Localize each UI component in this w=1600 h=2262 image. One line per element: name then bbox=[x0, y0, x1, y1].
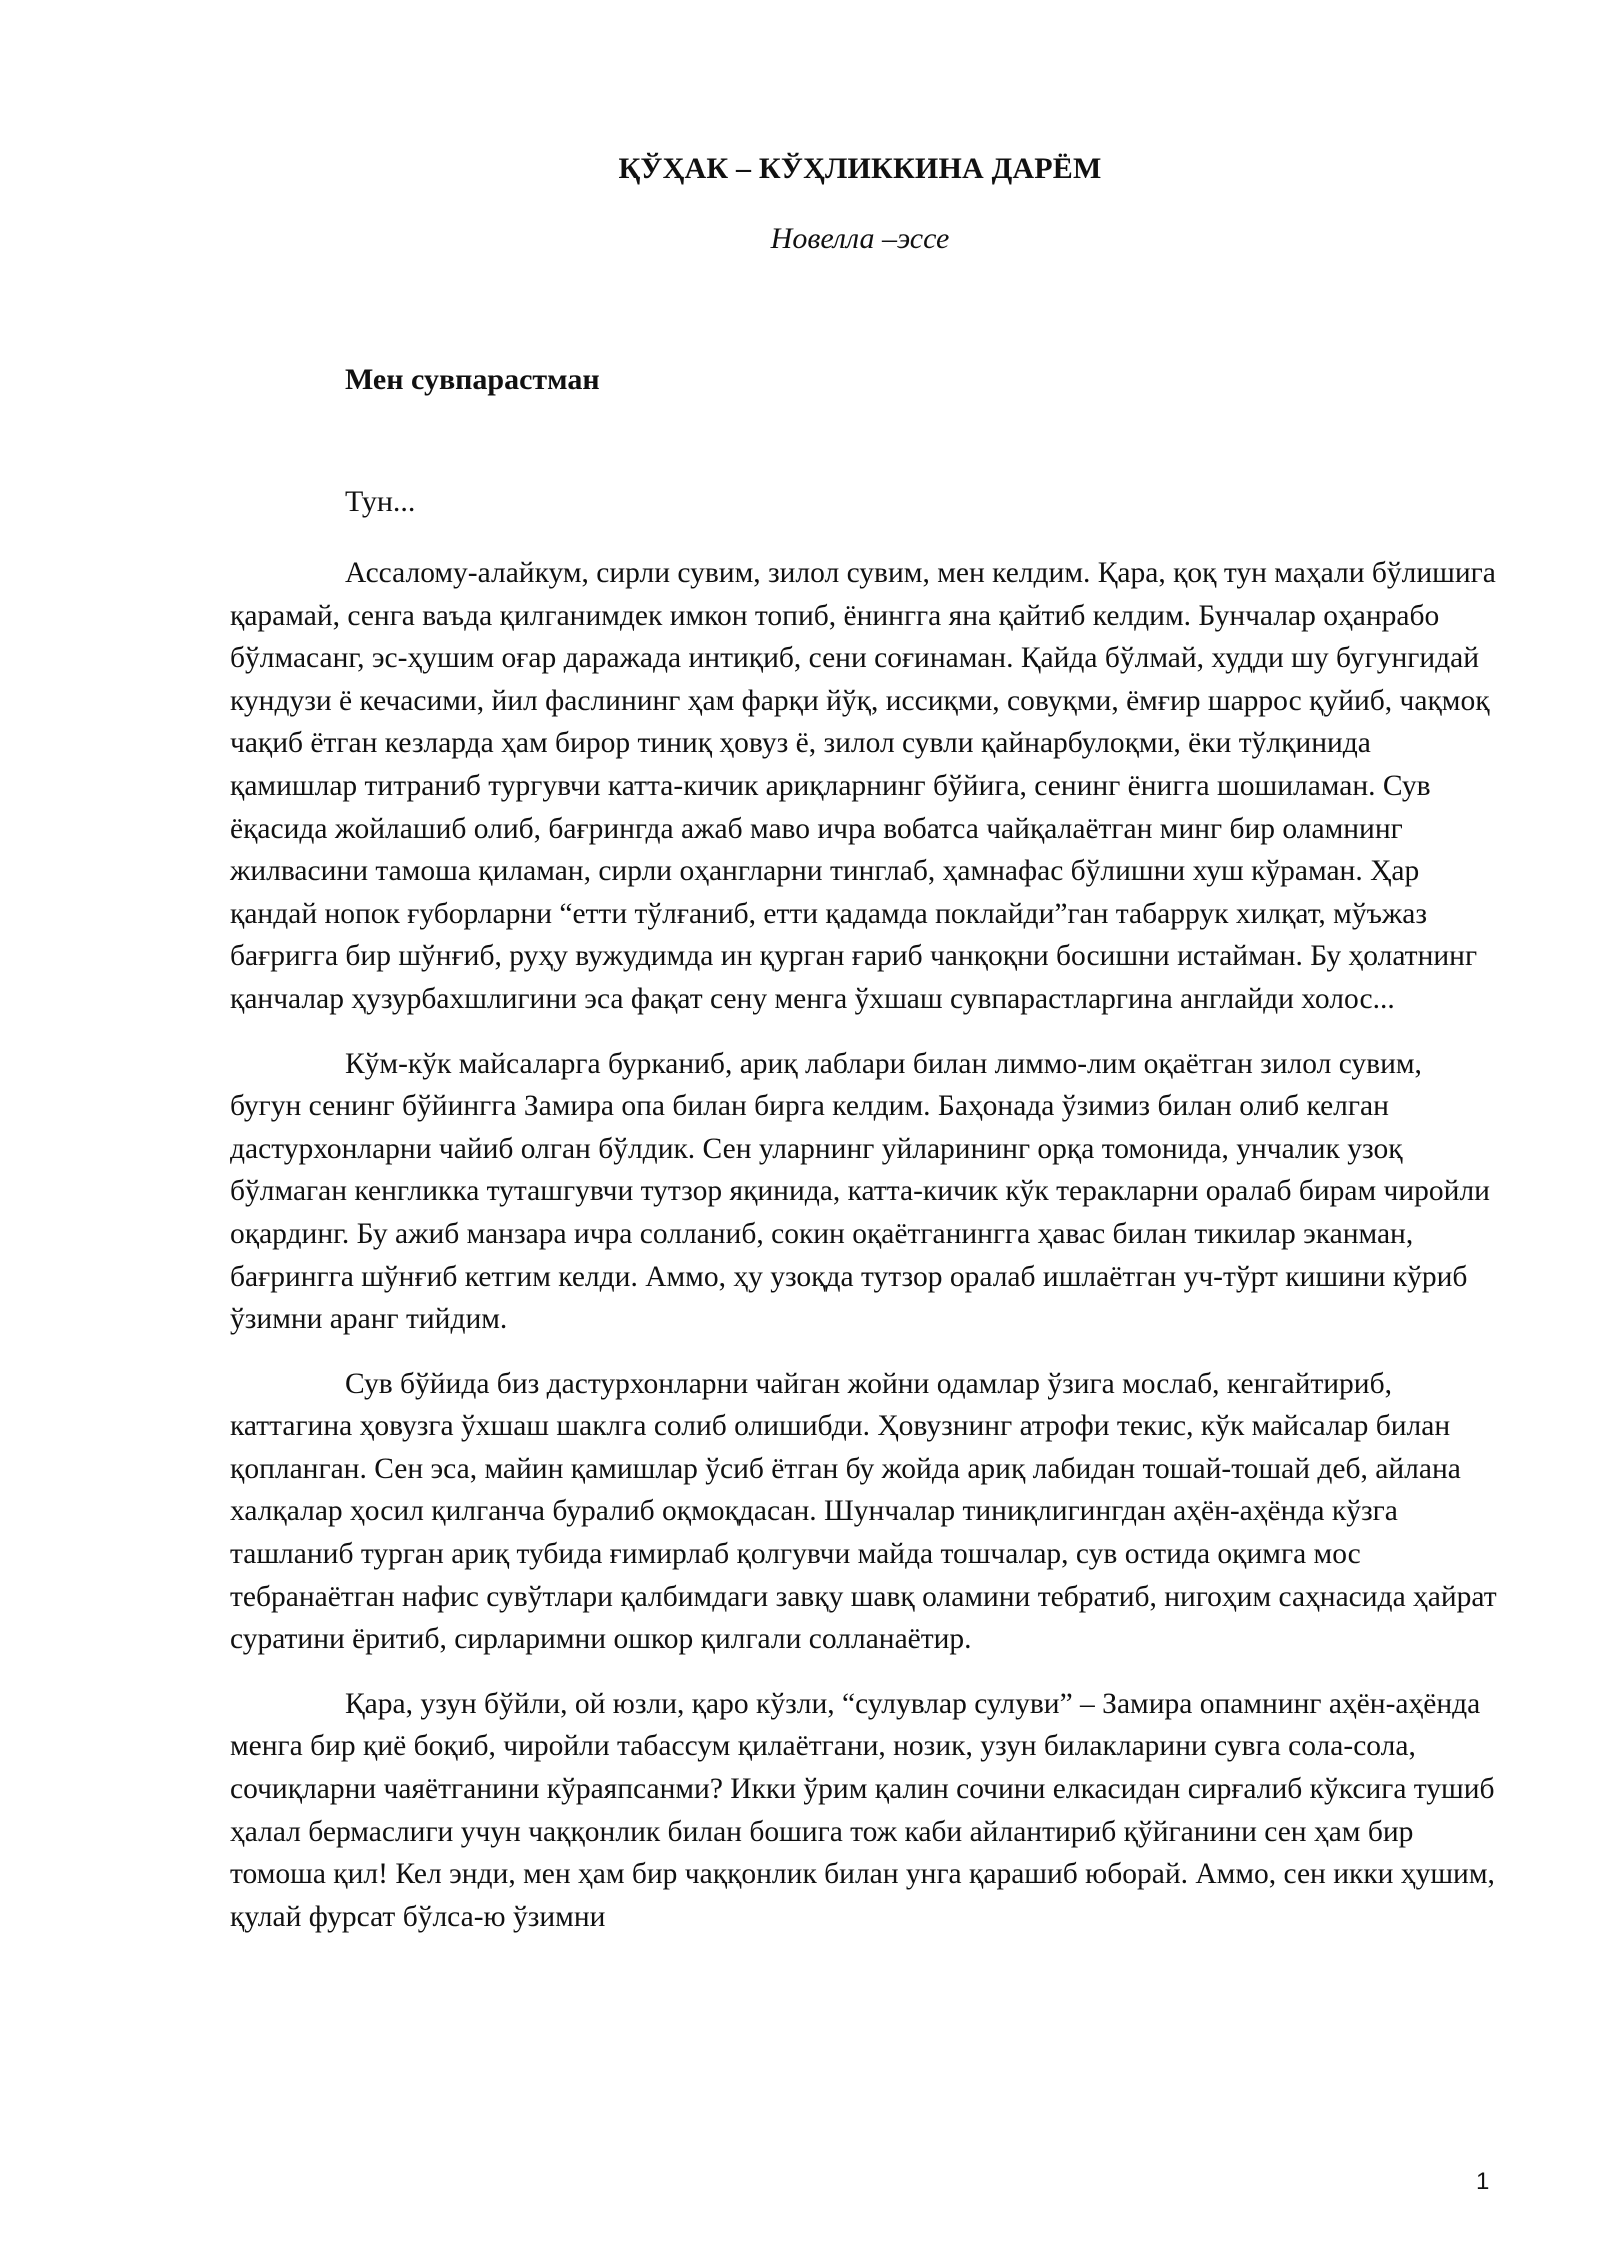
document-title: ҚЎҲАК – КЎҲЛИККИНА ДАРЁМ bbox=[618, 152, 1102, 185]
paragraph: Сув бўйида биз дастурхонларни чайган жойни одамлар ўзига мослаб, кенгайтириб, каттагина ҳовузга ўхшаш шаклга солиб олишибди. Ҳовузнинг атрофи текис, кўк майсалар билан қопланган. Сен эса, майин қамишлар ўсиб ётган бу жойда ариқ лабидан тошай-тошай деб, айлана халқалар ҳосил қилганча буралиб оқмоқдасан. Шунчалар тиниқлигингдан аҳён-аҳёнда кўзга ташланиб турган ариқ тубида ғимирлаб қолгувчи майда тошчалар, сув остида оқимга мос тебранаётган нафис сувўтлари қалбимдаги завқу шавқ оламини тебратиб, нигоҳим саҳнасида ҳайрат суратини ёритиб, сирларимни ошкор қилгали солланаётир. bbox=[230, 1367, 1497, 1656]
paragraph: Қара, узун бўйли, ой юзли, қаро кўзли, “сулувлар сулуви” – Замира опамнинг аҳён-аҳёнда менга бир қиё боқиб, чиройли табассум қилаётгани, нозик, узун билакларини сувга сола-сола, сочиқларни чаяётганини кўраяпсанми? Икки ўрим қалин сочини елкасидан сирғалиб кўксига тушиб ҳалал бермаслиги учун чаққонлик билан бошига тож каби айлантириб қўйганини сен ҳам бир томоша қил! Кел энди, мен ҳам бир чаққонлик билан унга қарашиб юборай. Аммо, сен икки ҳушим, қулай фурсат бўлса-ю ўзимни bbox=[230, 1687, 1495, 1933]
body-text bbox=[230, 552, 1500, 1960]
document-subtitle: Новелла –эссе bbox=[770, 222, 950, 255]
intro-line: Тун... bbox=[345, 485, 416, 518]
paragraph: Ассалому-алайкум, сирли сувим, зилол сувим, мен келдим. Қара, қоқ тун маҳали бўлишига қарамай, сенга ваъда қилганимдек имкон топиб, ёнингга яна қайтиб келдим. Бунчалар оҳанрабо бўлмасанг, эс-ҳушим оғар даражада интиқиб, сени соғинаман. Қайда бўлмай, худди шу бугунгидай кундузи ё кечасими, йил фаслининг ҳам фарқи йўқ, иссиқми, совуқми, ёмғир шаррос қуйиб, чақмоқ чақиб ётган кезларда ҳам бирор тиниқ ҳовуз ё, зилол сувли қайнарбулоқми, ёки тўлқинида қамишлар титраниб тургувчи катта-кичик ариқларнинг бўйига, сенинг ёнигга шошиламан. Сув ёқасида жойлашиб олиб, бағрингда ажаб маво ичра вобатса чайқалаётган минг бир оламнинг жилвасини тамоша қиламан, сирли оҳангларни тинглаб, ҳамнафас бўлишни хуш кўраман. Ҳар қандай нопок ғуборларни “етти тўлғаниб, етти қадамда поклайди”ган табаррук хилқат, мўъжаз бағригга бир шўнғиб, руҳу вужудимда ин қурган ғариб чанқоқни босишни истайман. Бу ҳолатнинг қанчалар ҳузурбахшлигини эса фақат сену менга ўхшаш сувпарастларгина англайди холос... bbox=[230, 557, 1496, 1015]
paragraph: Кўм-кўк майсаларга бурканиб, ариқ лаблари билан лиммо-лим оқаётган зилол сувим, бугун сенинг бўйингга Замира опа билан бирга келдим. Баҳонада ўзимиз билан олиб келган дастурхонларни чайиб олган бўлдик. Сен уларнинг уйларининг орқа томонида, унчалик узоқ бўлмаган кенгликка туташгувчи тутзор яқинида, катта-кичик кўк теракларни оралаб бирам чиройли оқардинг. Бу ажиб манзара ичра солланиб, сокин оқаётганингга ҳавас билан тикилар эканман, бағрингга шўнғиб кетгим келди. Аммо, ҳу узоқда тутзор оралаб ишлаётган уч-тўрт кишини кўриб ўзимни аранг тийдим. bbox=[230, 1047, 1490, 1336]
page-number: 1 bbox=[1476, 2168, 1490, 2195]
section-heading: Мен сувпарастман bbox=[345, 363, 600, 396]
